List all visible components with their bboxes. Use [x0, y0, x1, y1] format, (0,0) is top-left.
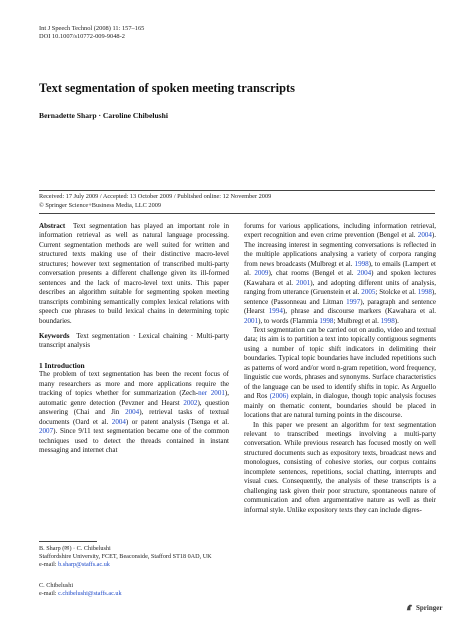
intro-paragraph-3: In this paper we present an algorithm for text segmentation relevant to transcribed meetings involving a multi-party conversation. While previous research has focused mostly on well structured documents such as expository texts, broadcast news and monologues, consisting of cohesive stories, our corpus contains incomplete sentences, repetitions, social chatting, interrupts and visual cues. Consequently, the analysis of these transcripts is a challenging task given their poor structure, spontaneous nature of communication and often argumentative nature as well as their informal style. Unlike expository texts they can include digres-: [244, 420, 436, 514]
intro-paragraph-2: Text segmentation can be carried out on audio, video and textual data; its aim is to partition a text into topically contiguous segments using a number of topic shift indicators in delimiting their boundaries. Typical topic boundaries have included repetitions such as patterns of word and/or word n-gram repetition, word frequency, linguistic cue words, phrases and synonyms. Surface characteristics of the language can be used to identify shifts in topic. As Arguello and Ros (2006) explain, in dialogue, though topic analysis focuses mainly on thematic content, boundaries should be placed in locations that are natural turning points in the discourse.: [244, 325, 436, 420]
keywords: [39, 332, 229, 351]
running-header: [39, 25, 144, 42]
copyright-notice: © Springer Science+Business Media, LLC 2009: [39, 201, 162, 209]
author-names: B. Sharp (✉) · C. Chibelushi: [39, 545, 111, 552]
citation-link[interactable]: 2005: [361, 288, 376, 297]
author-name: C. Chibelushi: [39, 582, 74, 589]
springer-horse-icon: [405, 603, 414, 612]
divider-bottom: [39, 213, 435, 214]
citation-link[interactable]: 2001: [244, 316, 259, 325]
keywords-label: Keywords: [39, 331, 70, 340]
right-column: [244, 222, 436, 515]
keywords-text: Text segmentation · Lexical chaining · Multi-party transcript analysis: [39, 331, 229, 350]
citation-link[interactable]: 2004: [417, 231, 432, 240]
abstract: [39, 222, 229, 326]
citation-link[interactable]: 1998: [417, 288, 432, 297]
publisher-name: Springer: [416, 603, 443, 612]
citation-link[interactable]: ner 2001: [198, 389, 225, 398]
springer-logo: [405, 603, 442, 612]
left-column: [39, 222, 229, 455]
citation-link[interactable]: 2001: [296, 278, 311, 287]
intro-paragraph-1-continued: forums for various applications, including information retrieval, expert recognition and even crime prevention (Bengel et al. 2004). The increasing interest in segmenting conversations is reflected in the multiple applications analysing a variety of corpora ranging from news broadcasts (Mulbregt et al. 1998), to emails (Lampert et al. 2009), chat rooms (Bengel et al. 2004) and spoken lectures (Kawahara et al. 2001), and adopting different units of analysis, ranging from utterance (Gruenstein et al. 2005; Stolcke et al. 1998), sentence (Passonneau and Litman 1997), paragraph and sentence (Hearst 1994), phrase and discourse markers (Kawahara et al. 2001), to words (Flammia 1998; Mulbregt et al. 1998).: [244, 222, 437, 325]
author-affiliation-2: [39, 582, 122, 598]
intro-paragraph-1: The problem of text segmentation has been the recent focus of many researchers as more and more applications require the tracking of topics whether for summarization (Zech-ner 2001), automatic genre detection (Pevzner and Hearst 2002), question answering (Chai and Jin 2004), retrieval tasks of textual documents (Oard et al. 2004) or patent analysis (Tsenga et al. 2007). Since 9/11 text segmentation became one of the common techniques used to detect the threads contained in instant messaging and internet chat: [39, 370, 230, 454]
citation-link[interactable]: 1994: [268, 307, 283, 316]
author-affiliation-1: [39, 545, 239, 570]
citation-link[interactable]: 2004: [111, 417, 126, 426]
email-link[interactable]: b.sharp@staffs.ac.uk: [58, 561, 110, 569]
email-link[interactable]: c.chibelushi@staffs.ac.uk: [58, 590, 122, 598]
citation-link[interactable]: 2002: [183, 398, 198, 407]
citation-link[interactable]: 2007: [39, 427, 54, 436]
received-accepted-dates: Received: 17 July 2009 / Accepted: 13 October 2009 / Published online: 12 November 2009: [39, 193, 272, 200]
citation-link[interactable]: 2009: [254, 269, 269, 278]
citation-link[interactable]: (2006): [269, 392, 289, 401]
citation-link[interactable]: 1998: [380, 316, 395, 325]
abstract-text: Text segmentation has played an important role in information retrieval as well as natural language processing. Current segmentation methods are well suited for written and structured texts making use of their distinctive macro-level structures; however text segmentation of transcribed multi-party conversation presents a different challenge given its ill-formed sentences and the lack of macro-level text units. This paper describes an algorithm suitable for segmenting spoken meeting transcripts combining semantically complex lexical relations with speech cue phrases to build lexical chains in determining topic boundaries.: [39, 222, 229, 325]
citation-link[interactable]: 1997: [346, 297, 361, 306]
abstract-label: Abstract: [39, 222, 66, 230]
email-line: e-mail: b.sharp@staffs.ac.uk: [39, 561, 110, 569]
affiliation: Staffordshire University, FCET, Beaconside, Stafford ST18 0AD, UK: [39, 553, 212, 561]
publication-history: [39, 193, 271, 210]
divider-top: [39, 190, 435, 191]
citation-link[interactable]: 2004: [125, 408, 140, 417]
citation-link[interactable]: 1998: [354, 259, 369, 268]
footnote-divider: [39, 541, 97, 542]
citation-link[interactable]: 2004: [357, 269, 372, 278]
section-heading-introduction: 1 Introduction: [39, 360, 85, 370]
email-line: e-mail: c.chibelushi@staffs.ac.uk: [39, 590, 122, 598]
doi: DOI 10.1007/s10772-009-9048-2: [39, 33, 125, 41]
paper-authors: Bernadette Sharp · Caroline Chibelushi: [39, 111, 168, 120]
journal-reference: Int J Speech Technol (2008) 11: 157–165: [39, 25, 145, 32]
citation-link[interactable]: 1998: [319, 316, 334, 325]
paper-title: Text segmentation of spoken meeting transcripts: [39, 81, 295, 95]
